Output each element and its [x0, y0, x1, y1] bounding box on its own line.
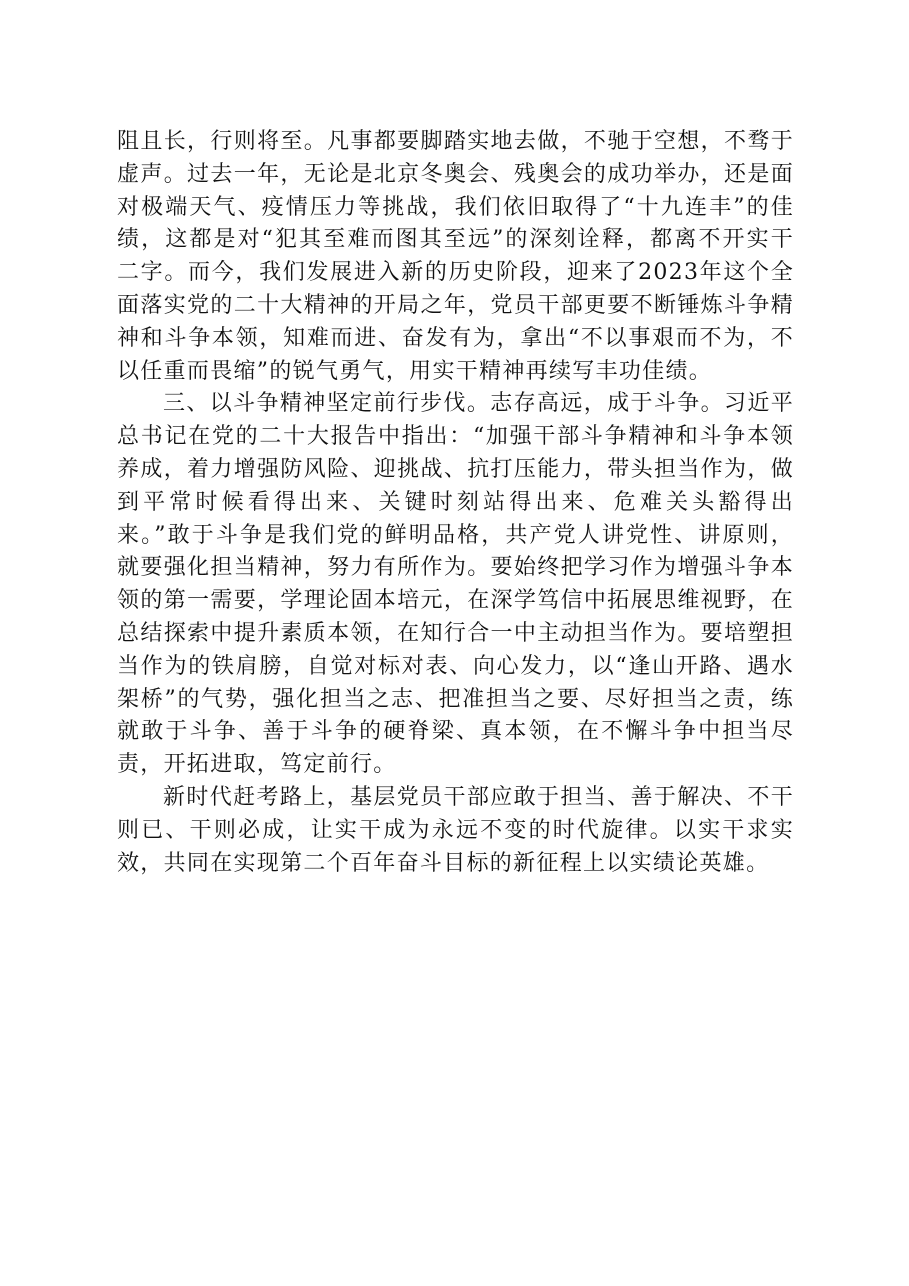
paragraph-section-three: 三、以斗争精神坚定前行步伐。志存高远，成于斗争。习近平总书记在党的二十大报告中指出：“加强干部斗争精神和斗争本领养成，着力增强防风险、迎挑战、抗打压能力，带头担当作为，做到平常时候看得出来、关键时刻站得出来、危难关头豁得出来。”敢于斗争是我们党的鲜明品格，共产党人讲党性、讲原则，就要强化担当精神，努力有所作为。要始终把学习作为增强斗争本领的第一需要，学理论固本培元，在深学笃信中拓展思维视野，在总结探索中提升素质本领，在知行合一中主动担当作为。要培塑担当作为的铁肩膀，自觉对标对表、向心发力，以“逢山开路、遇水架桥”的气势，强化担当之志、把准担当之要、尽好担当之责，练就敢于斗争、善于斗争的硬脊梁、真本领，在不懈斗争中担当尽责，开拓进取，笃定前行。 [117, 391, 794, 778]
paragraph-conclusion: 新时代赶考路上，基层党员干部应敢于担当、善于解决、不干则已、干则必成，让实干成为永远不变的时代旋律。以实干求实效，共同在实现第二个百年奋斗目标的新征程上以实绩论英雄。 [117, 784, 794, 876]
paragraph-continuation: 阻且长，行则将至。凡事都要脚踏实地去做，不驰于空想，不骛于虚声。过去一年，无论是北京冬奥会、残奥会的成功举办，还是面对极端天气、疫情压力等挑战，我们依旧取得了“十九连丰”的佳绩，这都是对“犯其至难而图其至远”的深刻诠释，都离不开实干二字。而今，我们发展进入新的历史阶段，迎来了2023年这个全面落实党的二十大精神的开局之年，党员干部更要不断锤炼斗争精神和斗争本领，知难而进、奋发有为，拿出“不以事艰而不为，不以任重而畏缩”的锐气勇气，用实干精神再续写丰功佳绩。 [117, 129, 794, 384]
document-body [117, 126, 794, 880]
